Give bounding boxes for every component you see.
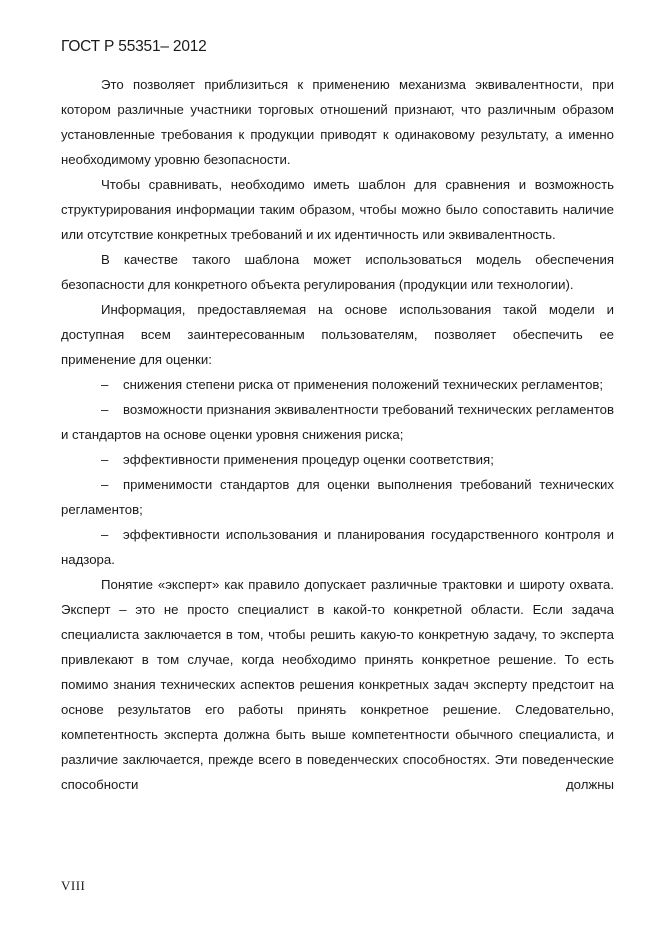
list-item (61, 522, 614, 572)
document-body (61, 72, 614, 797)
list-item-text: эффективности применения процедур оценки соответствия; (123, 452, 494, 467)
list-dash: – (101, 377, 109, 392)
list-dash: – (101, 452, 109, 467)
list-item (61, 397, 614, 447)
paragraph-expert: Понятие «эксперт» как правило допускает различные трактовки и широту охвата. Эксперт – это не просто специалист в какой-то конкретной области. Если задача специалиста заключается в том, чтобы решить какую-то конкретную задачу, то эксперта привлекают в том случае, когда необходимо принять конкретное решение. То есть помимо знания технических аспектов решения конкретных задач эксперту предстоит на основе результатов его работы принять конкретное решение. Следовательно, компетентность эксперта должна быть выше компетентности обычного специалиста, и различие заключается, прежде всего в поведенческих способностях. Эти поведенческие способности должны (61, 577, 614, 792)
list-dash: – (101, 527, 109, 542)
page-number: VIII (61, 878, 86, 893)
list-item (61, 372, 614, 397)
paragraph-equivalence: Это позволяет приблизиться к применению механизма эквивалентности, при котором различные участники торговых отношений признают, что различным образом установленные требования к продукции приводят к одинаковому результату, а именно необходимому уровню безопасности. (61, 77, 614, 167)
list-item-text: снижения степени риска от применения положений технических регламентов; (123, 377, 604, 392)
document-header: ГОСТ Р 55351– 2012 (61, 38, 207, 55)
paragraph-information: Информация, предоставляемая на основе использования такой модели и доступная всем заинтересованным пользователям, позволяет обеспечить ее применение для оценки: (61, 302, 614, 367)
list-dash: – (101, 477, 109, 492)
list-item-text: возможности признания эквивалентности требований технических регламентов и стандартов на основе оценки уровня снижения риска; (61, 402, 614, 442)
list-item-text: применимости стандартов для оценки выполнения требований технических регламентов; (61, 477, 614, 517)
paragraph-template: Чтобы сравнивать, необходимо иметь шаблон для сравнения и возможность структурирования информации таким образом, чтобы можно было сопоставить наличие или отсутствие конкретных требований и их идентичность или эквивалентность. (61, 177, 614, 242)
list-item (61, 447, 614, 472)
paragraph-safety-model: В качестве такого шаблона может использоваться модель обеспечения безопасности для конкретного объекта регулирования (продукции или технологии). (61, 252, 614, 292)
list-item (61, 472, 614, 522)
list-dash: – (101, 402, 109, 417)
list-item-text: эффективности использования и планирования государственного контроля и надзора. (61, 527, 614, 567)
